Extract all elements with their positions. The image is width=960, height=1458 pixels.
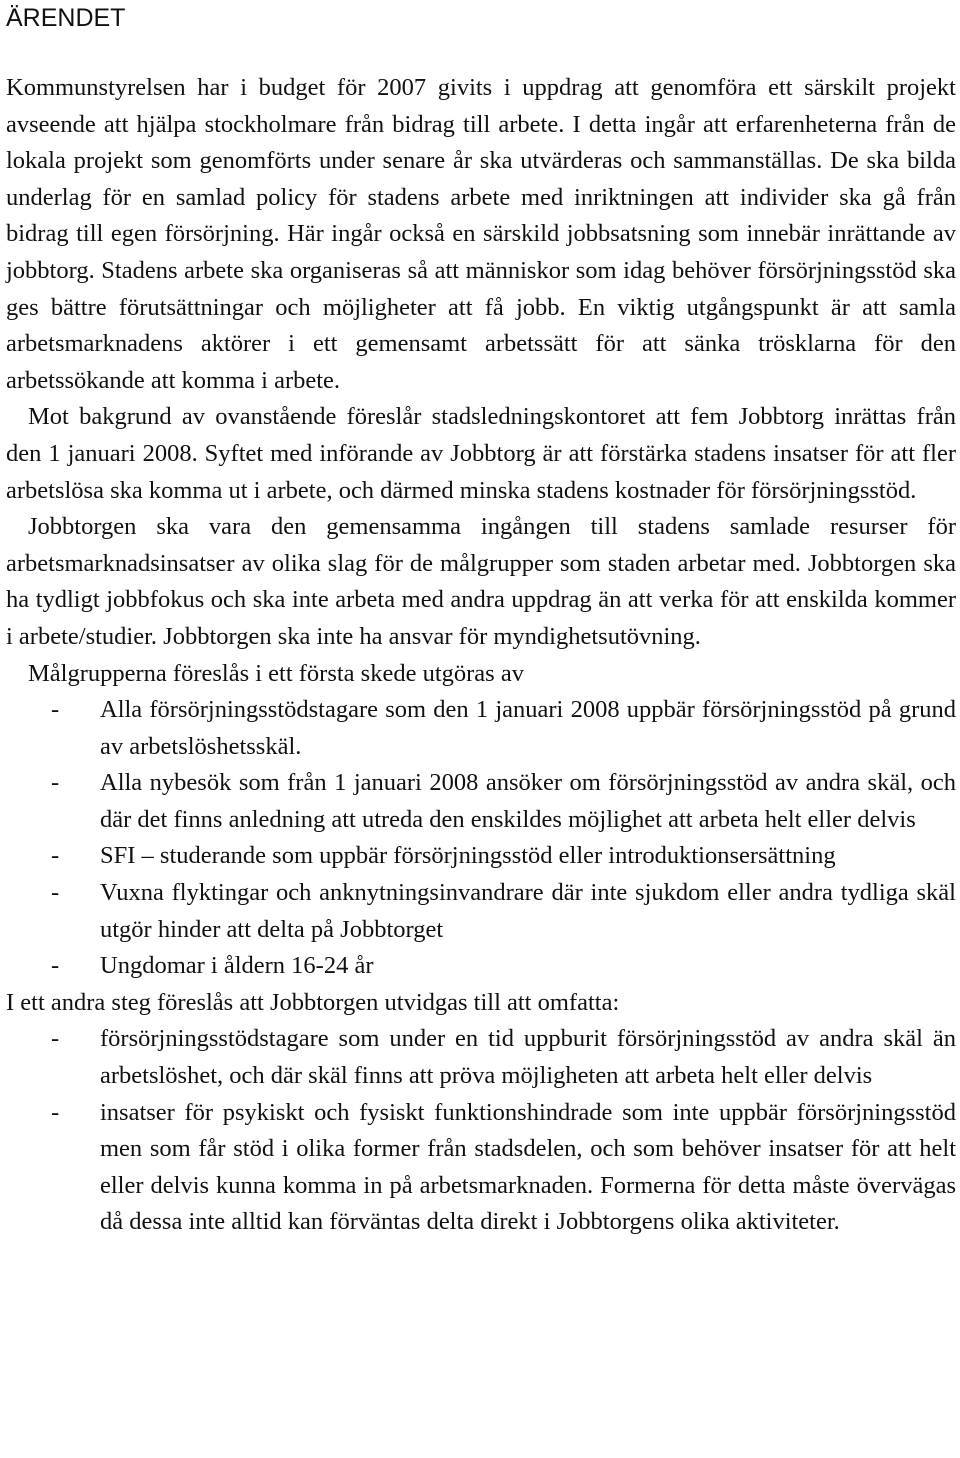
list-item-text: Vuxna flyktingar och anknytningsinvandrare där inte sjukdom eller andra tydliga skäl utgör hinder att delta på Jobbtorget <box>100 879 956 943</box>
list-item <box>6 948 956 985</box>
list-dash: - <box>51 1098 60 1126</box>
list-item <box>6 1021 956 1094</box>
list-item <box>6 692 956 765</box>
document-page <box>6 0 956 1241</box>
paragraph-second-step: I ett andra steg föreslås att Jobbtorgen utvidgas till att omfatta: <box>6 988 620 1016</box>
spacer <box>6 36 956 70</box>
list-item-text: Ungdomar i åldern 16-24 år <box>100 952 374 980</box>
list-item <box>6 765 956 838</box>
paragraph-target-groups-intro: Målgrupperna föreslås i ett första skede utgöras av <box>28 659 524 687</box>
paragraph-background: Kommunstyrelsen har i budget för 2007 givits i uppdrag att genomföra ett särskilt projekt avseende att hjälpa stockholmare från bidrag till arbete. I detta ingår att erfarenheterna från de lokala projekt som genomförts under senare år ska utvärderas och sammanställas. De ska bilda underlag för en samlad policy för stadens arbete med inriktningen att individer ska gå från bidrag till egen försörjning. Här ingår också en särskild jobbsatsning som innebär inrättande av jobbtorg. Stadens arbete ska organiseras så att människor som idag behöver försörjningsstöd ska ges bättre förutsättningar och möjligheter att få jobb. En viktig utgångspunkt är att samla arbetsmarknadens aktörer i ett gemensamt arbetssätt för att sänka trösklarna för den arbetssökande att komma i arbete. <box>6 74 956 394</box>
list-dash: - <box>51 769 60 797</box>
list-item <box>6 875 956 948</box>
list-item <box>6 838 956 875</box>
list-item-text: SFI – studerande som uppbär försörjningsstöd eller introduktionsersättning <box>100 842 836 870</box>
paragraph-proposal: Mot bakgrund av ovanstående föreslår stadsledningskontoret att fem Jobbtorg inrättas från den 1 januari 2008. Syftet med införande av Jobbtorg är att förstärka stadens insatser för att fler arbetslösa ska komma ut i arbete, och därmed minska stadens kostnader för försörjningsstöd. <box>6 403 956 504</box>
list-item-text: Alla nybesök som från 1 januari 2008 ansöker om försörjningsstöd av andra skäl, och där det finns anledning att utreda den enskildes möjlighet att arbeta helt eller delvis <box>100 769 956 833</box>
list-item <box>6 1095 956 1241</box>
list-dash: - <box>51 1025 60 1053</box>
target-groups-list <box>6 692 956 985</box>
list-item-text: försörjningsstödstagare som under en tid uppburit försörjningsstöd av andra skäl än arbetslöshet, och där skäl finns att pröva möjligheten att arbeta helt eller delvis <box>100 1025 956 1090</box>
paragraph-jobbtorg-role: Jobbtorgen ska vara den gemensamma ingången till stadens samlade resurser för arbetsmarknadsinsatser av olika slag för de målgrupper som staden arbetar med. Jobbtorgen ska ha tydligt jobbfokus och ska inte arbeta med andra uppdrag än att verka för att enskilda kommer i arbete/studier. Jobbtorgen ska inte ha ansvar för myndighetsutövning. <box>6 513 956 650</box>
list-dash: - <box>51 696 60 724</box>
list-item-text: Alla försörjningsstödstagare som den 1 januari 2008 uppbär försörjningsstöd på grund av arbetslöshetsskäl. <box>100 696 956 760</box>
list-item-text: insatser för psykiskt och fysiskt funktionshindrade som inte uppbär försörjningsstöd men som får stöd i olika former från stadsdelen, och som behöver insatser för att helt eller delvis kunna komma in på arbetsmarknaden. Formerna för detta måste övervägas då dessa inte alltid kan förväntas delta direkt i Jobbtorgens olika aktiviteter. <box>100 1098 956 1236</box>
list-dash: - <box>51 952 60 980</box>
list-dash: - <box>51 842 60 870</box>
section-heading: ÄRENDET <box>6 4 126 32</box>
second-step-list <box>6 1021 956 1241</box>
list-dash: - <box>51 879 60 907</box>
